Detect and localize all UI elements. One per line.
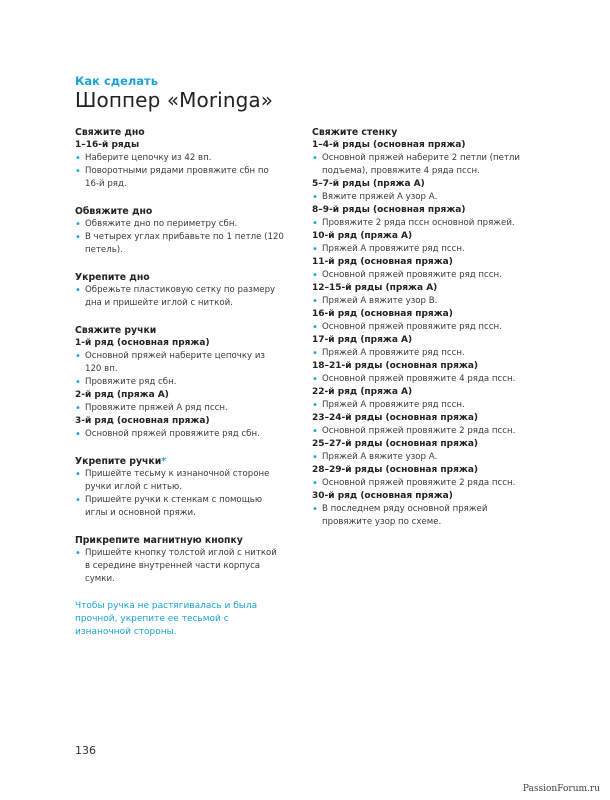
list-item: • Пряжей А провяжите ряд пссн. xyxy=(312,347,524,360)
row-label: 16-й ряд (основная пряжа) xyxy=(312,309,453,319)
section-heading: Прикрепите магнитную кнопку xyxy=(75,535,243,546)
row-label: 22-й ряд (пряжа А) xyxy=(312,387,413,397)
list-item: • Провяжите ряд сбн. xyxy=(75,376,284,389)
list-item: • Основной пряжей наберите 2 петли (петли подъема), провяжите 4 ряда пссн. xyxy=(312,152,524,178)
list-item: • Пришейте ручки к стенкам с помощью иглы и основной пряжи. xyxy=(75,494,284,520)
row-label: 18–21-й ряды (основная пряжа) xyxy=(312,361,478,371)
list-item: • Основной пряжей наберите цепочку из 120 вп. xyxy=(75,350,284,376)
list-item: • Основной пряжей провяжите ряд пссн. xyxy=(312,269,524,282)
list-item: • Пряжей А провяжите ряд пссн. xyxy=(312,243,524,256)
row-label: 30-й ряд (основная пряжа) xyxy=(312,491,453,501)
instruction-list xyxy=(312,217,524,230)
row-label: 1-й ряд (основная пряжа) xyxy=(75,338,210,348)
row-label: 12–15-й ряды (пряжа А) xyxy=(312,283,438,293)
section-kicker: Как сделать xyxy=(75,74,158,88)
section-bottom xyxy=(75,126,284,191)
section-heading: Укрепите дно xyxy=(75,272,150,283)
instruction-list xyxy=(75,468,284,520)
instruction-list xyxy=(75,152,284,191)
list-item: • Пришейте тесьму к изнаночной стороне ручки иглой с нитью. xyxy=(75,468,284,494)
row-label: 3-й ряд (основная пряжа) xyxy=(75,416,210,426)
list-item: • Обрежьте пластиковую сетку по размеру дна и пришейте иглой с ниткой. xyxy=(75,284,284,310)
row-label: 11-й ряд (основная пряжа) xyxy=(312,257,453,267)
list-item: • Основной пряжей провяжите 2 ряда пссн. xyxy=(312,425,524,438)
list-item: • Пряжей А вяжите узор В. xyxy=(312,295,524,308)
list-item: • Наберите цепочку из 42 вп. xyxy=(75,152,284,165)
footnote-star: * xyxy=(161,456,167,467)
section-heading xyxy=(75,455,284,468)
instruction-list xyxy=(312,477,524,490)
right-column xyxy=(312,126,524,529)
list-item: • Провяжите 2 ряда пссн основной пряжей. xyxy=(312,217,524,230)
section-reinforce-handles xyxy=(75,455,284,520)
row-label: 28–29-й ряды (основная пряжа) xyxy=(312,465,478,475)
instruction-list xyxy=(312,503,524,529)
list-item: • Поворотными рядами провяжите сбн по 16-й ряд. xyxy=(75,165,284,191)
footnote: Чтобы ручка не растягивалась и была прочной, укрепите ее тесьмой с изнаночной стороны. xyxy=(75,601,258,637)
instruction-list xyxy=(312,321,524,334)
list-item: • Основной пряжей провяжите ряд пссн. xyxy=(312,321,524,334)
instruction-list xyxy=(312,269,524,282)
list-item: • Обвяжите дно по периметру сбн. xyxy=(75,218,284,231)
left-column xyxy=(75,126,284,639)
list-item: • Основной пряжей провяжите ряд сбн. xyxy=(75,428,284,441)
instruction-list xyxy=(75,284,284,310)
list-item: • Пряжей А вяжите узор А. xyxy=(312,451,524,464)
section-heading: Свяжите ручки xyxy=(75,325,157,336)
instruction-list xyxy=(75,350,284,389)
instruction-list xyxy=(312,295,524,308)
instruction-list xyxy=(312,191,524,204)
list-item: • Основной пряжей провяжите 2 ряда пссн. xyxy=(312,477,524,490)
instruction-list xyxy=(75,428,284,441)
instruction-list xyxy=(312,425,524,438)
list-item: • Вяжите пряжей А узор А. xyxy=(312,191,524,204)
row-label: 25–27-й ряды (основная пряжа) xyxy=(312,439,478,449)
section-edge xyxy=(75,205,284,257)
instruction-list xyxy=(312,399,524,412)
instruction-list xyxy=(312,243,524,256)
row-label: 10-й ряд (пряжа А) xyxy=(312,231,413,241)
row-label: 5–7-й ряды (пряжа А) xyxy=(312,179,425,189)
row-label: 1–4-й ряды (основная пряжа) xyxy=(312,140,466,150)
instruction-list xyxy=(312,347,524,360)
row-label: 1–16-й ряды xyxy=(75,140,140,150)
instruction-list xyxy=(75,402,284,415)
section-reinforce-bottom xyxy=(75,271,284,310)
row-label: 2-й ряд (пряжа А) xyxy=(75,390,169,400)
wall-rows xyxy=(312,139,524,529)
instruction-list xyxy=(312,373,524,386)
instruction-list xyxy=(312,152,524,178)
row-label: 23–24-й ряды (основная пряжа) xyxy=(312,413,478,423)
heading-text: Укрепите ручки xyxy=(75,456,162,467)
page-number: 136 xyxy=(75,744,96,757)
watermark: PassionForum.ru xyxy=(522,784,600,794)
list-item: • В четырех углах прибавьте по 1 петле (120 петель). xyxy=(75,231,284,257)
section-handles xyxy=(75,324,284,441)
list-item: • Пришейте кнопку толстой иглой с ниткой в середине внутренней части корпуса сумки. xyxy=(75,547,284,586)
row-label: 8–9-й ряды (основная пряжа) xyxy=(312,205,466,215)
list-item: • Основной пряжей провяжите 4 ряда пссн. xyxy=(312,373,524,386)
list-item: • В последнем ряду основной пряжей провяжите узор по схеме. xyxy=(312,503,524,529)
page-title: Шоппер «Moringa» xyxy=(75,88,274,112)
list-item: • Пряжей А провяжите ряд пссн. xyxy=(312,399,524,412)
instruction-list xyxy=(75,218,284,257)
instruction-list xyxy=(75,547,284,586)
section-heading: Свяжите стенку xyxy=(312,127,398,138)
section-heading: Обвяжите дно xyxy=(75,206,153,217)
section-heading: Свяжите дно xyxy=(75,127,145,138)
instruction-list xyxy=(312,451,524,464)
section-magnet xyxy=(75,534,284,586)
row-label: 17-й ряд (пряжа А) xyxy=(312,335,413,345)
list-item: • Провяжите пряжей А ряд пссн. xyxy=(75,402,284,415)
